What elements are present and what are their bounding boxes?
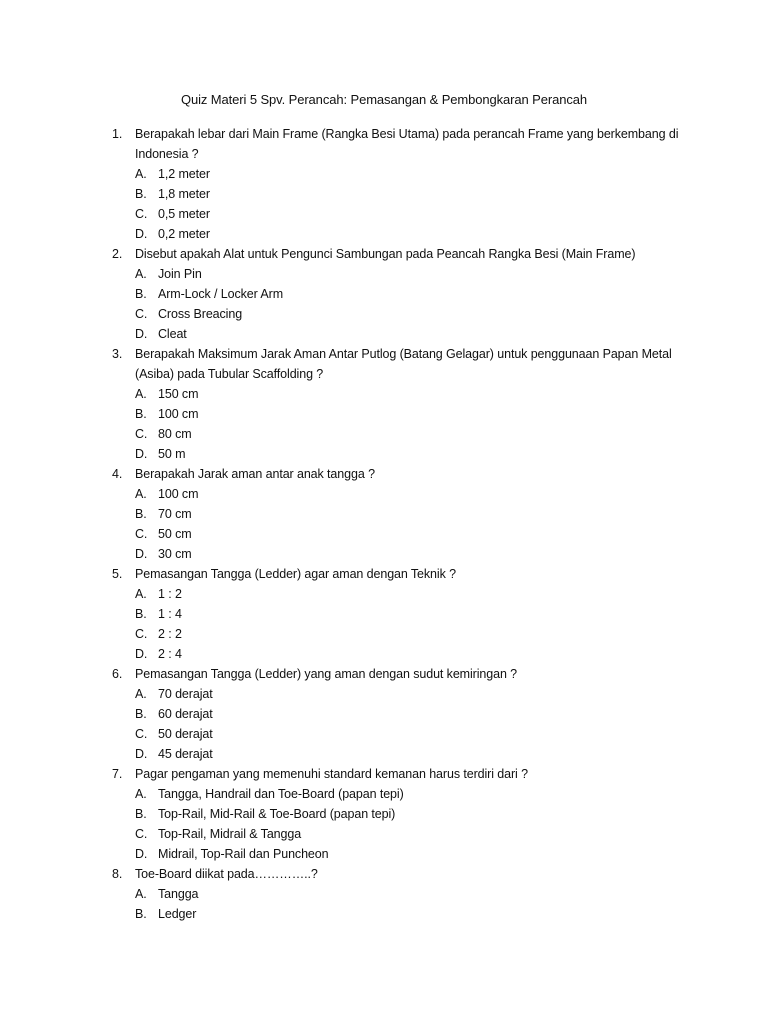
option-text: Top-Rail, Mid-Rail & Toe-Board (papan tepi) — [158, 807, 396, 821]
question-text: Berapakah Jarak aman antar anak tangga ? — [135, 467, 375, 481]
option-letter: D. — [135, 327, 148, 341]
option-letter: A. — [135, 387, 147, 401]
question-number: 6. — [112, 667, 123, 681]
option-letter: C. — [135, 727, 148, 741]
option-d — [112, 844, 692, 864]
option-text: Ledger — [158, 907, 197, 921]
option-text: 80 cm — [158, 427, 192, 441]
question-7 — [112, 764, 692, 864]
option-letter: D. — [135, 647, 148, 661]
question-6 — [112, 664, 692, 764]
option-a — [112, 264, 692, 284]
option-letter: D. — [135, 747, 148, 761]
option-letter: B. — [135, 287, 147, 301]
question-3 — [112, 344, 692, 464]
option-letter: C. — [135, 527, 148, 541]
option-text: 0,5 meter — [158, 207, 210, 221]
option-b — [112, 284, 692, 304]
option-b — [112, 404, 692, 424]
option-text: 50 m — [158, 447, 186, 461]
option-c — [112, 204, 692, 224]
document-title: Quiz Materi 5 Spv. Perancah: Pemasangan & Pembongkaran Perancah — [180, 92, 588, 107]
question-text: Berapakah lebar dari Main Frame (Rangka Besi Utama) pada perancah Frame yang berkembang di Indonesia ? — [135, 127, 679, 161]
option-c — [112, 304, 692, 324]
option-text: Arm-Lock / Locker Arm — [158, 287, 284, 301]
option-a — [112, 384, 692, 404]
option-letter: C. — [135, 827, 148, 841]
option-letter: A. — [135, 587, 147, 601]
question-number: 1. — [112, 127, 123, 141]
option-b — [112, 904, 692, 924]
option-b — [112, 504, 692, 524]
question-number: 7. — [112, 767, 123, 781]
question-number: 5. — [112, 567, 123, 581]
option-text: Tangga — [158, 887, 199, 901]
option-letter: D. — [135, 447, 148, 461]
option-text: 1 : 4 — [158, 607, 182, 621]
question-text: Pemasangan Tangga (Ledder) yang aman dengan sudut kemiringan ? — [135, 667, 518, 681]
option-text: 30 cm — [158, 547, 192, 561]
option-text: 2 : 2 — [158, 627, 182, 641]
option-text: Top-Rail, Midrail & Tangga — [158, 827, 302, 841]
option-text: Cross Breacing — [158, 307, 243, 321]
option-letter: A. — [135, 787, 147, 801]
option-letter: A. — [135, 487, 147, 501]
option-letter: B. — [135, 907, 147, 921]
option-text: 50 cm — [158, 527, 192, 541]
option-letter: C. — [135, 307, 148, 321]
option-b — [112, 604, 692, 624]
question-number: 8. — [112, 867, 123, 881]
question-text: Disebut apakah Alat untuk Pengunci Sambungan pada Peancah Rangka Besi (Main Frame) — [135, 247, 636, 261]
question-text: Pagar pengaman yang memenuhi standard kemanan harus terdiri dari ? — [135, 767, 528, 781]
option-letter: A. — [135, 887, 147, 901]
option-text: 0,2 meter — [158, 227, 210, 241]
option-d — [112, 644, 692, 664]
option-d — [112, 544, 692, 564]
option-a — [112, 484, 692, 504]
option-text: Cleat — [158, 327, 187, 341]
option-text: Tangga, Handrail dan Toe-Board (papan tepi) — [158, 787, 404, 801]
question-5 — [112, 564, 692, 664]
option-c — [112, 524, 692, 544]
option-text: 60 derajat — [158, 707, 213, 721]
option-letter: C. — [135, 427, 148, 441]
option-letter: B. — [135, 607, 147, 621]
question-8 — [112, 864, 692, 924]
option-c — [112, 824, 692, 844]
option-text: Join Pin — [158, 267, 202, 281]
option-letter: B. — [135, 807, 147, 821]
question-2 — [112, 244, 692, 344]
option-letter: A. — [135, 687, 147, 701]
option-a — [112, 584, 692, 604]
option-text: 70 derajat — [158, 687, 213, 701]
option-c — [112, 624, 692, 644]
option-text: 50 derajat — [158, 727, 213, 741]
option-letter: A. — [135, 167, 147, 181]
option-letter: C. — [135, 627, 148, 641]
option-letter: A. — [135, 267, 147, 281]
option-b — [112, 184, 692, 204]
option-text: 1 : 2 — [158, 587, 182, 601]
option-text: 1,8 meter — [158, 187, 210, 201]
option-b — [112, 704, 692, 724]
option-d — [112, 744, 692, 764]
option-letter: D. — [135, 847, 148, 861]
option-a — [112, 164, 692, 184]
option-letter: B. — [135, 507, 147, 521]
option-c — [112, 424, 692, 444]
question-number: 2. — [112, 247, 123, 261]
question-text: Berapakah Maksimum Jarak Aman Antar Putlog (Batang Gelagar) untuk penggunaan Papan Metal (Asiba) pada Tubular Scaffolding ? — [135, 347, 672, 381]
question-list — [112, 124, 692, 924]
question-number: 4. — [112, 467, 123, 481]
option-letter: B. — [135, 187, 147, 201]
option-d — [112, 444, 692, 464]
option-text: 45 derajat — [158, 747, 213, 761]
question-1 — [112, 124, 692, 244]
option-text: 100 cm — [158, 487, 199, 501]
option-text: 100 cm — [158, 407, 199, 421]
question-text: Toe-Board diikat pada…………..? — [135, 867, 318, 881]
option-a — [112, 784, 692, 804]
option-text: 70 cm — [158, 507, 192, 521]
question-4 — [112, 464, 692, 564]
option-letter: B. — [135, 407, 147, 421]
option-a — [112, 684, 692, 704]
option-b — [112, 804, 692, 824]
option-d — [112, 324, 692, 344]
option-letter: B. — [135, 707, 147, 721]
option-d — [112, 224, 692, 244]
option-letter: D. — [135, 547, 148, 561]
option-text: Midrail, Top-Rail dan Puncheon — [158, 847, 329, 861]
option-text: 2 : 4 — [158, 647, 182, 661]
option-letter: D. — [135, 227, 148, 241]
option-a — [112, 884, 692, 904]
option-text: 1,2 meter — [158, 167, 210, 181]
option-c — [112, 724, 692, 744]
question-number: 3. — [112, 347, 123, 361]
option-text: 150 cm — [158, 387, 199, 401]
option-letter: C. — [135, 207, 148, 221]
question-text: Pemasangan Tangga (Ledder) agar aman dengan Teknik ? — [135, 567, 456, 581]
